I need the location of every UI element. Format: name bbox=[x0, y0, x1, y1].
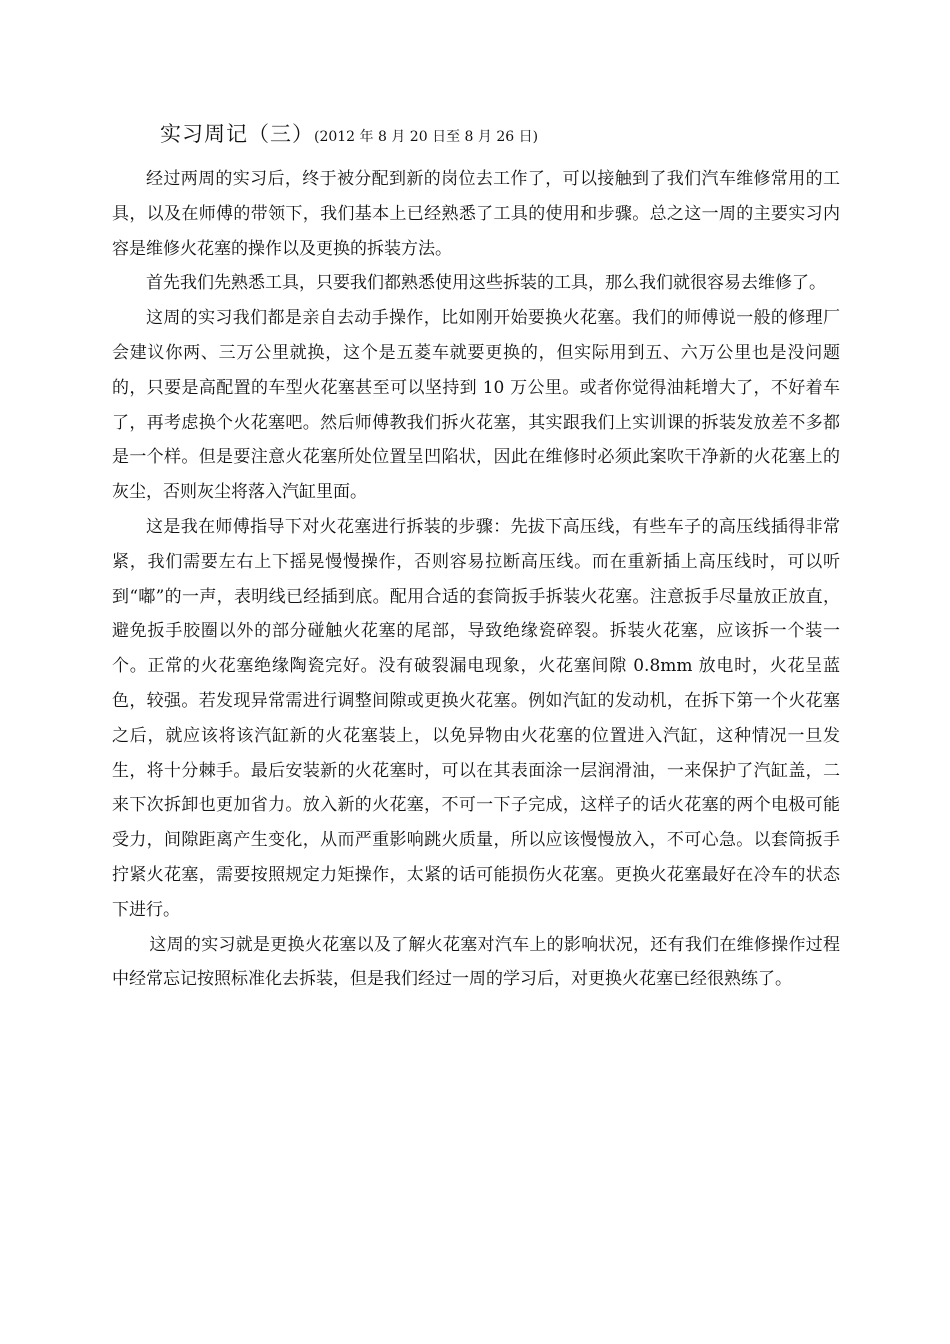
paragraph-tools: 首先我们先熟悉工具，只要我们都熟悉使用这些拆装的工具，那么我们就很容易去维修了。 bbox=[146, 273, 826, 294]
document-body bbox=[112, 162, 840, 997]
paragraph-intro: 经过两周的实习后，终于被分配到新的岗位去工作了，可以接触到了我们汽车维修常用的工具，以及在师傅的带领下，我们基本上已经熟悉了工具的使用和步骤。总之这一周的主要实习内容是维修火花塞的操作以及更换的拆装方法。 bbox=[112, 169, 840, 259]
title-date-range: (2012 年 8 月 20 日至 8 月 26 日) bbox=[314, 129, 539, 145]
document-title bbox=[160, 118, 800, 148]
title-main-text: 实习周记（三） bbox=[160, 122, 314, 146]
paragraph-practice: 这周的实习我们都是亲自去动手操作，比如刚开始要换火花塞。我们的师傅说一般的修理厂会建议你两、三万公里就换，这个是五菱车就要更换的，但实际用到五、六万公里也是没问题的，只要是高配置的车型火花塞甚至可以坚持到 10 万公里。或者你觉得油耗增大了，不好着车了，再考虑换个火花塞吧。然后师傅教我们拆火花塞，其实跟我们上实训课的拆装发放差不多都是一个样。但是要注意火花塞所处位置呈凹陷状，因此在维修时必须此案吹干净新的火花塞上的灰尘，否则灰尘将落入汽缸里面。 bbox=[112, 308, 840, 503]
paragraph-steps: 这是我在师傅指导下对火花塞进行拆装的步骤：先拔下高压线，有些车子的高压线插得非常紧，我们需要左右上下摇晃慢慢操作，否则容易拉断高压线。而在重新插上高压线时，可以听到“嘟”的一声，表明线已经插到底。配用合适的套筒扳手拆装火花塞。注意扳手尽量放正放直，避免扳手胶圈以外的部分碰触火花塞的尾部，导致绝缘瓷碎裂。拆装火花塞，应该拆一个装一个。正常的火花塞绝缘陶瓷完好。没有破裂漏电现象，火花塞间隙 0.8mm 放电时，火花呈蓝色，较强。若发现异常需进行调整间隙或更换火花塞。例如汽缸的发动机，在拆下第一个火花塞之后，就应该将该汽缸新的火花塞装上，以免异物由火花塞的位置进入汽缸，这种情况一旦发生，将十分棘手。最后安装新的火花塞时，可以在其表面涂一层润滑油，一来保护了汽缸盖，二来下次拆卸也更加省力。放入新的火花塞，不可一下子完成，这样子的话火花塞的两个电极可能受力，间隙距离产生变化，从而严重影响跳火质量，所以应该慢慢放入，不可心急。以套筒扳手拧紧火花塞，需要按照规定力矩操作，太紧的话可能损伤火花塞。更换火花塞最好在冷车的状态下进行。 bbox=[112, 516, 840, 920]
paragraph-summary: 这周的实习就是更换火花塞以及了解火花塞对汽车上的影响状况，还有我们在维修操作过程中经常忘记按照标准化去拆装，但是我们经过一周的学习后，对更换火花塞已经很熟练了。 bbox=[112, 934, 840, 990]
